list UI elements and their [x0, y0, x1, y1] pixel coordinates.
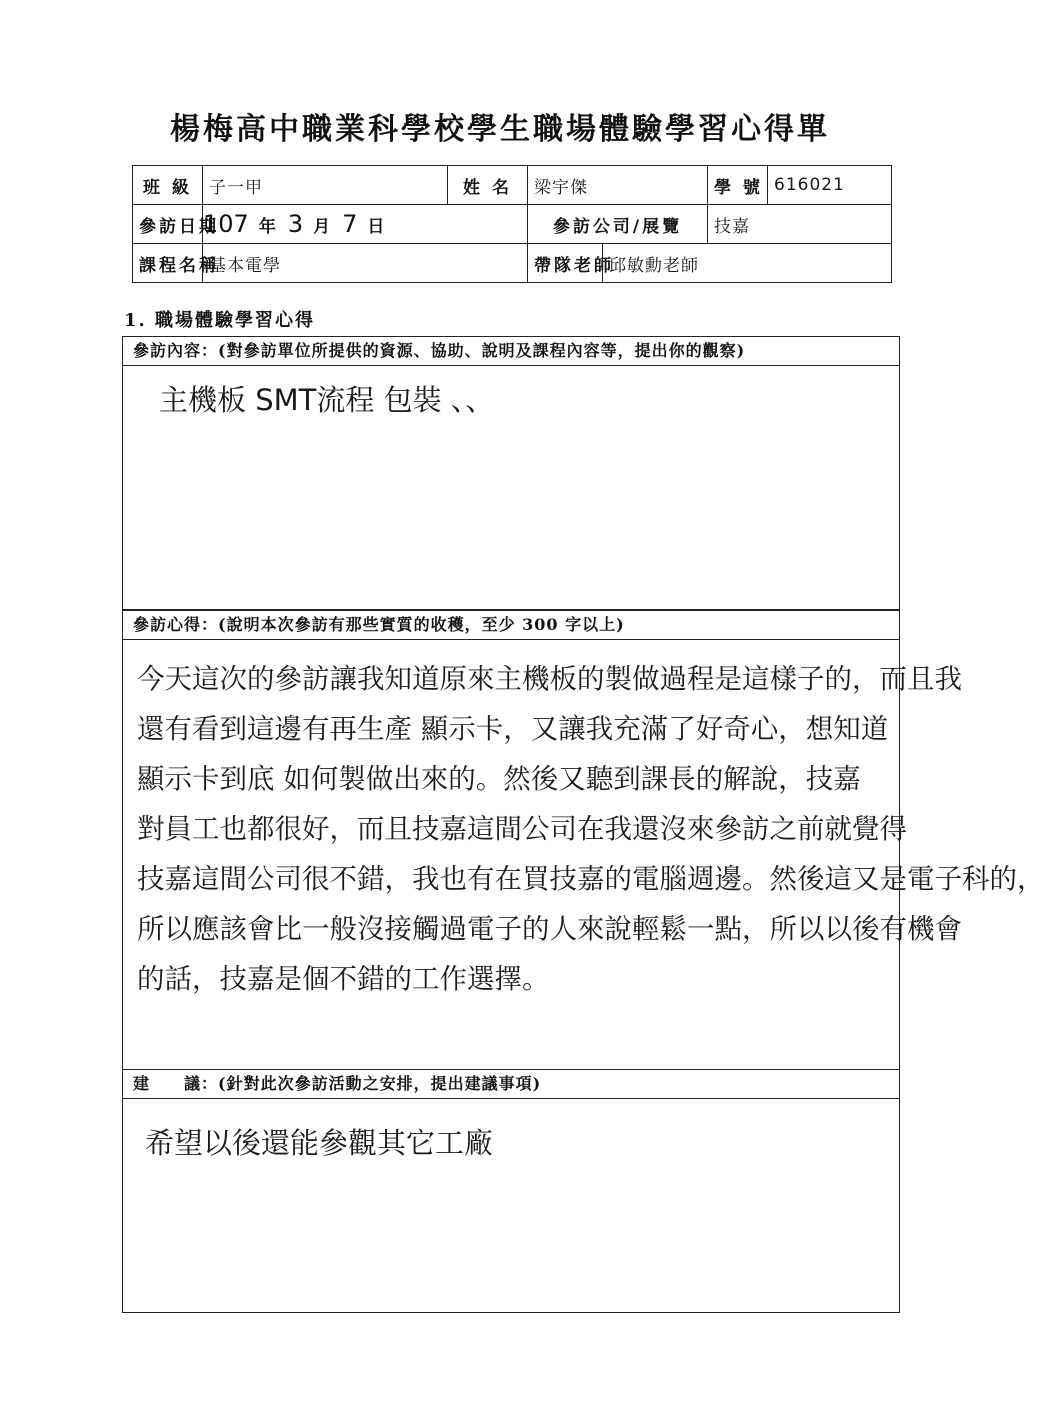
info-row-date — [133, 205, 892, 244]
info-row-course — [133, 244, 892, 283]
course-label: 課程名稱 — [133, 244, 203, 283]
visit-day: 7 — [342, 210, 358, 238]
year-unit: 年 — [258, 217, 276, 237]
content-box-body — [123, 366, 899, 419]
reflection-line: 所以應該會比一般沒接觸過電子的人來說輕鬆一點，所以以後有機會 — [137, 913, 962, 945]
visit-year: 107 — [203, 210, 249, 238]
reflection-box-label: 參訪心得：(說明本次參訪有那些實質的收穫，至少 300 字以上) — [123, 611, 899, 640]
day-unit: 日 — [367, 217, 385, 237]
page-title: 楊梅高中職業科學校學生職場體驗學習心得單 — [170, 112, 830, 147]
company-label: 參訪公司/展覽 — [528, 205, 708, 244]
suggestion-body — [123, 1099, 899, 1162]
course-value: 基本電學 — [203, 244, 528, 283]
month-unit: 月 — [313, 217, 331, 237]
student-id-value: 616021 — [768, 166, 892, 205]
content-text: 主機板 SMT流程 包裝 、、 — [159, 383, 495, 417]
visit-month: 3 — [287, 210, 304, 238]
teacher-value: 邱敏勳老師 — [603, 244, 892, 283]
reflection-line: 對員工也都很好，而且技嘉這間公司在我還沒來參訪之前就覺得 — [137, 813, 907, 845]
info-row-class — [133, 166, 892, 205]
reflection-body — [123, 640, 1045, 1004]
suggestion-box — [122, 1069, 900, 1313]
reflection-box — [122, 610, 1045, 1070]
suggestion-box-label: 建 議：(針對此次參訪活動之安排，提出建議事項) — [123, 1070, 899, 1099]
class-label: 班 級 — [133, 166, 203, 205]
reflection-line: 技嘉這間公司很不錯，我也有在買技嘉的電腦週邊。然後這又是電子科的， — [137, 863, 1045, 895]
section-heading: 1. 職場體驗學習心得 — [124, 310, 316, 331]
student-info-table — [132, 165, 892, 283]
reflection-line: 今天這次的參訪讓我知道原來主機板的製做過程是這樣子的，而且我 — [137, 663, 962, 695]
name-label: 姓 名 — [448, 166, 528, 205]
name-value: 梁宇傑 — [528, 166, 708, 205]
visit-date-label: 參訪日期 — [133, 205, 203, 244]
class-value: 子一甲 — [203, 166, 448, 205]
student-id-label: 學 號 — [708, 166, 768, 205]
content-box-label: 參訪內容：(對參訪單位所提供的資源、協助、說明及課程內容等，提出你的觀察) — [123, 337, 899, 366]
reflection-line: 還有看到這邊有再生產 顯示卡，又讓我充滿了好奇心，想知道 — [137, 713, 889, 745]
reflection-line: 的話，技嘉是個不錯的工作選擇。 — [137, 963, 550, 995]
suggestion-text: 希望以後還能參觀其它工廠 — [145, 1126, 494, 1160]
visit-date-value — [203, 205, 528, 244]
teacher-label: 帶隊老師 — [528, 244, 603, 283]
reflection-line: 顯示卡到底 如何製做出來的。然後又聽到課長的解說，技嘉 — [137, 763, 861, 795]
content-box — [122, 336, 900, 610]
company-value: 技嘉 — [708, 205, 892, 244]
